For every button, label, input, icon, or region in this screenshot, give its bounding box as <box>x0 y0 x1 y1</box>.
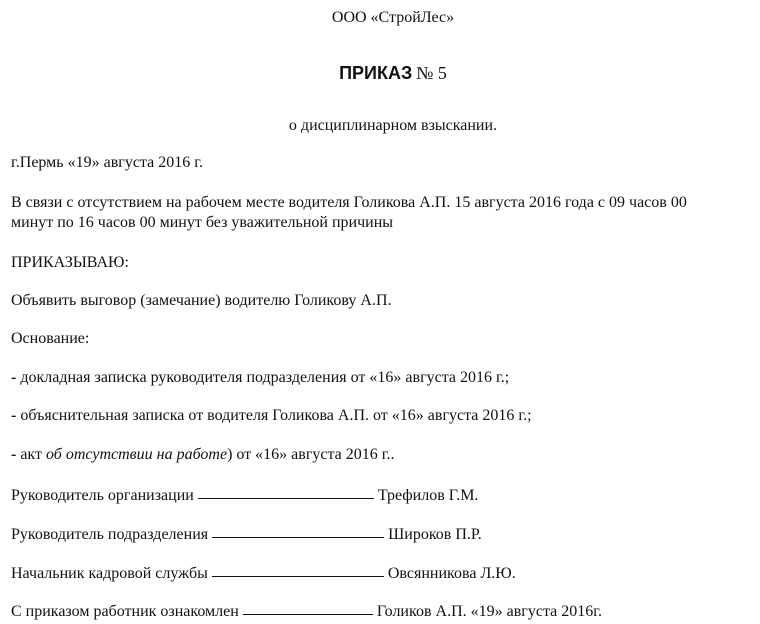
basis-item <box>11 445 395 465</box>
signature-line[interactable] <box>198 482 374 499</box>
signature-role: С приказом работник ознакомлен <box>11 603 239 620</box>
basis-item-suffix: ) от «16» августа 2016 г.. <box>227 446 395 463</box>
signature-role: Начальник кадровой службы <box>11 565 208 582</box>
signature-name: Овсянникова Л.Ю. <box>387 565 516 582</box>
signature-line[interactable] <box>243 598 373 615</box>
signature-role: Руководитель подразделения <box>11 526 209 543</box>
signature-role: Руководитель организации <box>11 487 194 504</box>
signature-row <box>11 599 602 622</box>
signature-name: Голиков А.П. «19» августа 2016г. <box>376 603 602 620</box>
signature-row <box>11 561 516 584</box>
basis-item <box>11 406 532 426</box>
basis-label: Основание: <box>11 330 90 347</box>
signature-name: Широков П.Р. <box>388 526 482 543</box>
order-word: ПРИКАЗЫВАЮ: <box>11 254 129 271</box>
signature-line[interactable] <box>212 521 384 538</box>
document-subject: о дисциплинарном взыскании. <box>288 117 498 134</box>
document-title <box>0 63 760 85</box>
order-text: Объявить выговор (замечание) водителю Голикову А.П. <box>11 292 392 309</box>
bullet-dash: - <box>11 407 17 424</box>
signature-row <box>11 483 478 506</box>
basis-item <box>11 368 509 388</box>
organization-name: ООО «СтройЛес» <box>331 9 455 26</box>
place-date: г.Пермь «19» августа 2016 г. <box>11 154 203 171</box>
preamble-line-1: В связи с отсутствием на рабочем месте водителя Голикова А.П. 15 августа 2016 года с 09 часов 00 <box>11 194 687 211</box>
bullet-dash: - <box>11 369 17 386</box>
signature-row <box>11 522 482 545</box>
preamble-line-2: минут по 16 часов 00 минут без уважительной причины <box>11 214 394 231</box>
bullet-dash: - <box>11 446 17 463</box>
basis-item-text: докладная записка руководителя подразделения от «16» августа 2016 г.; <box>16 369 510 386</box>
basis-item-text: объяснительная записка от водителя Голикова А.П. от «16» августа 2016 г.; <box>16 407 532 424</box>
basis-item-prefix: акт <box>16 446 46 463</box>
basis-item-italic: об отсутствии на работе <box>45 446 228 463</box>
title-number: № 5 <box>416 63 447 83</box>
signature-line[interactable] <box>212 560 384 577</box>
title-word: ПРИКАЗ <box>339 63 413 83</box>
signature-name: Трефилов Г.М. <box>377 487 479 504</box>
